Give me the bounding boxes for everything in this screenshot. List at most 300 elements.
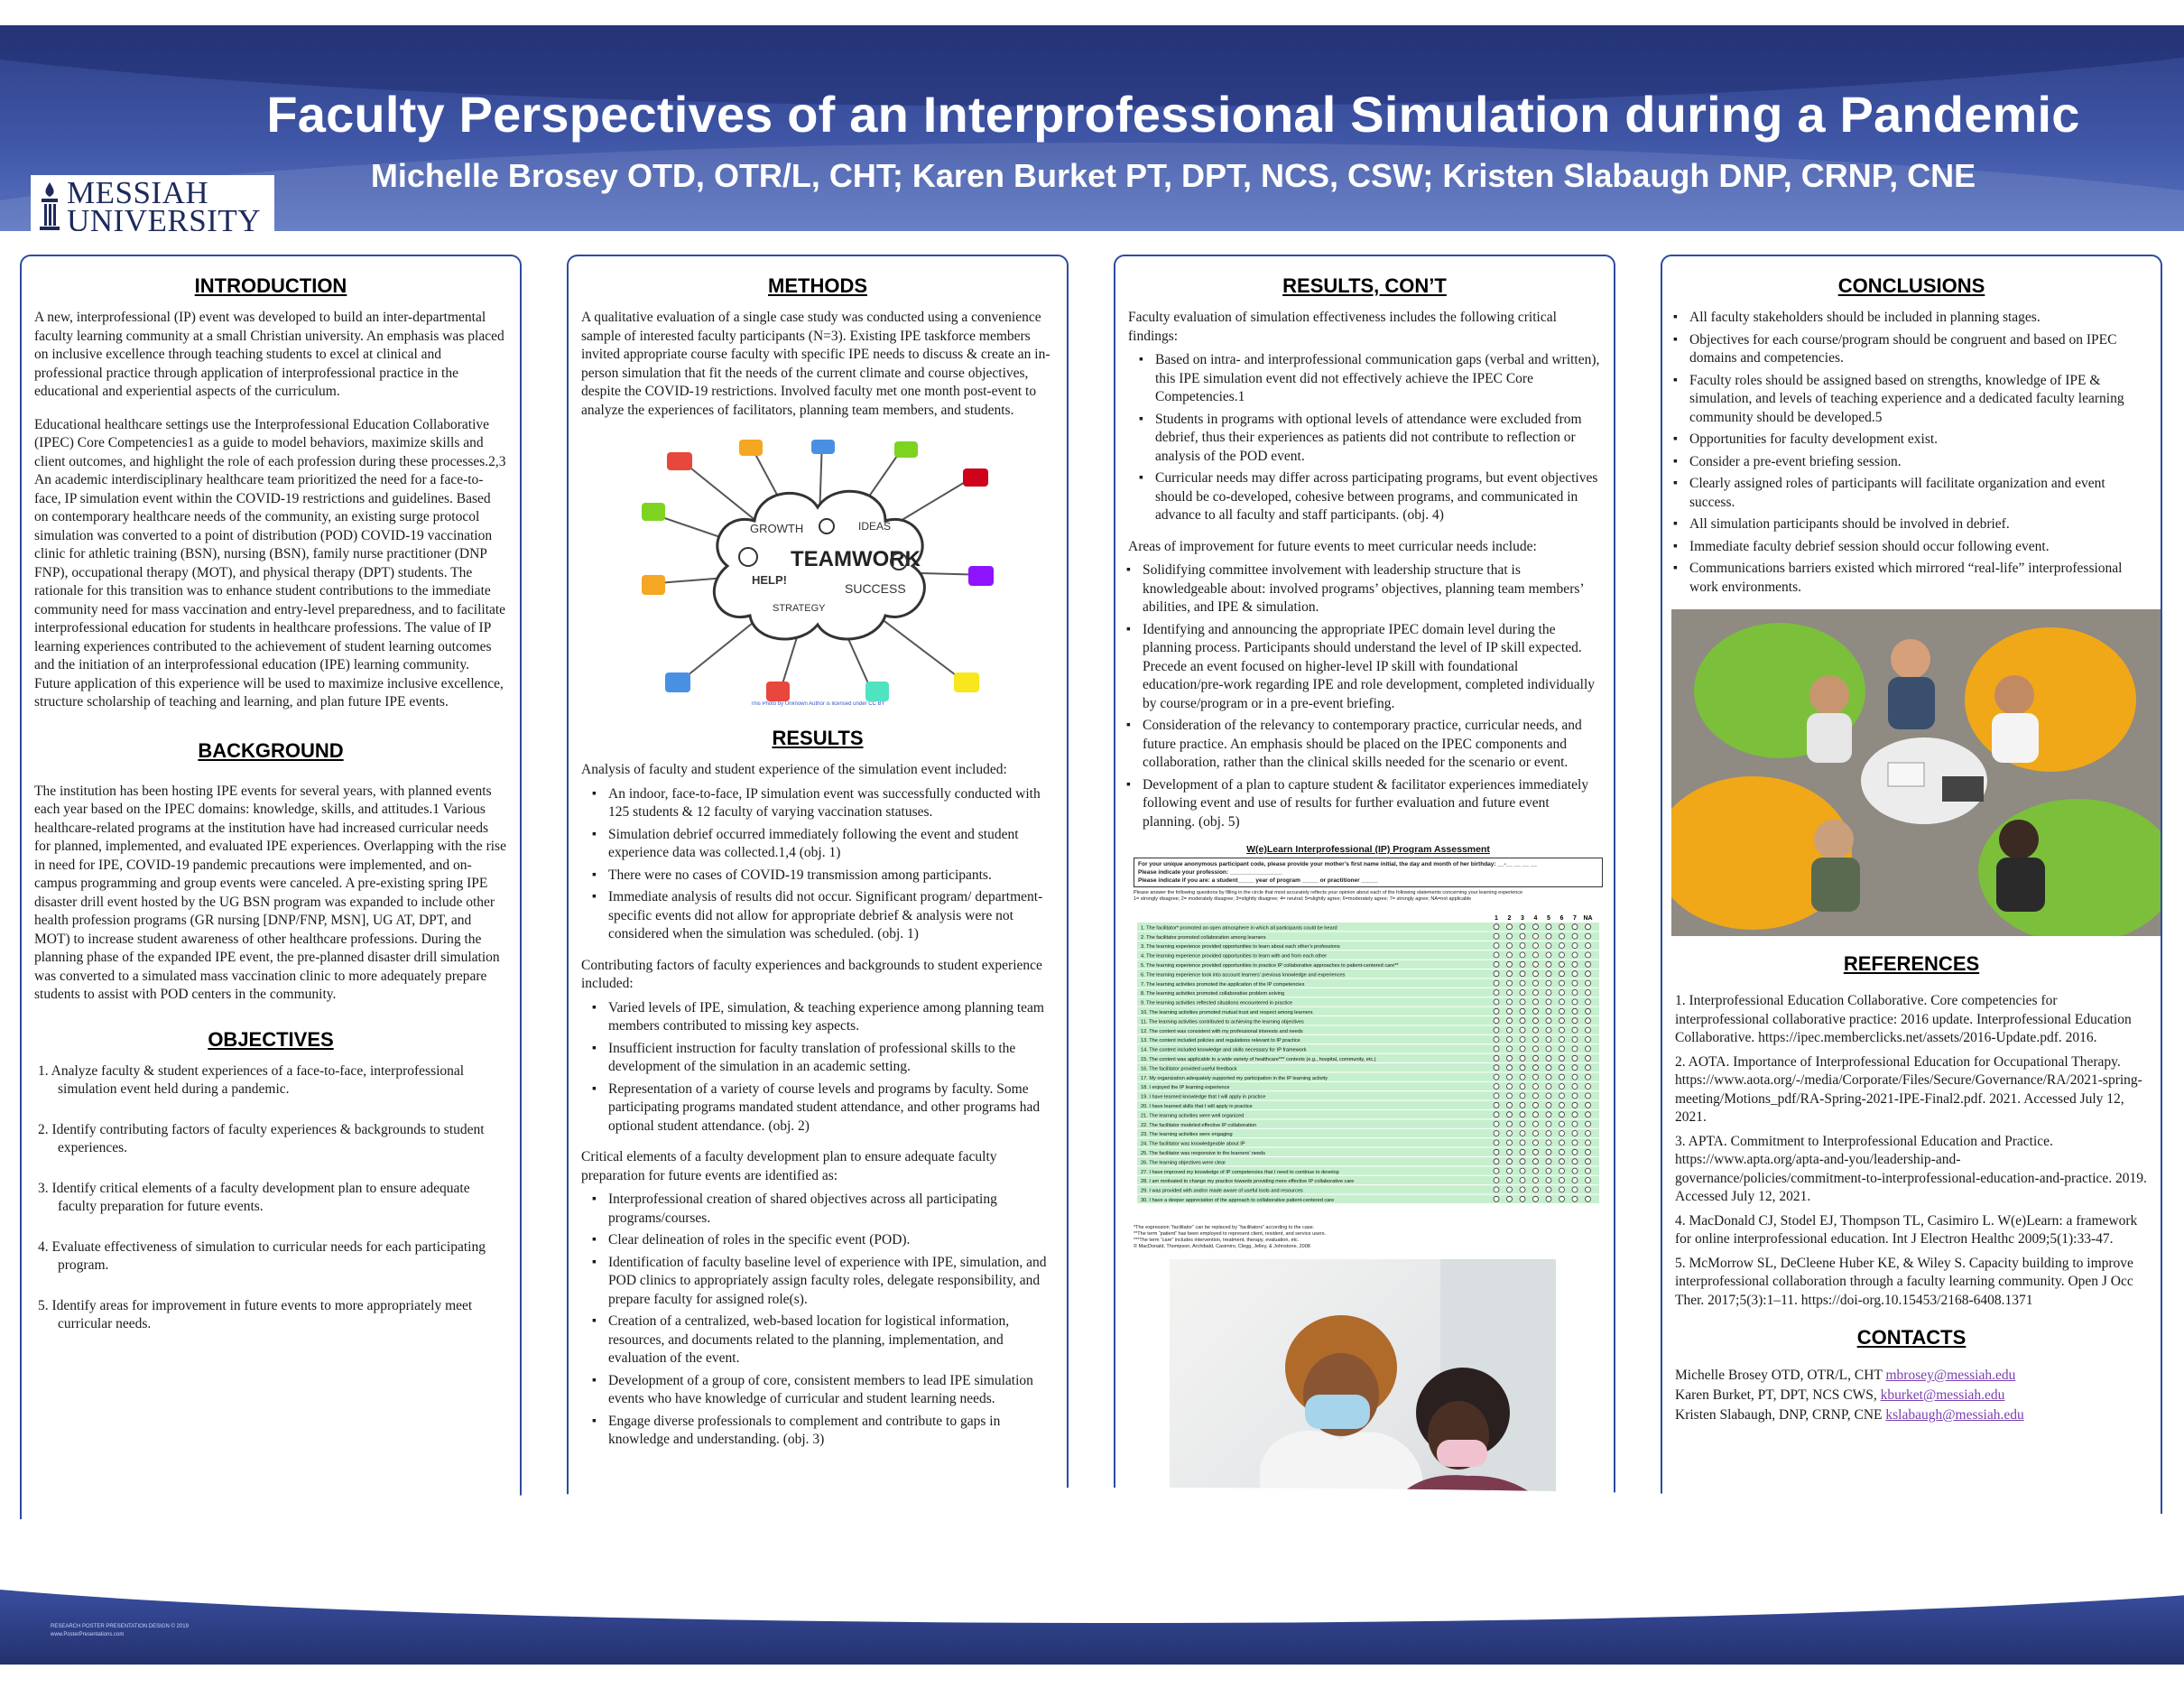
survey-item: 13. The content included policies and regulations relevant to IP practice: [1141, 1038, 1300, 1044]
survey-scale: 1= strongly disagree; 2= moderately disagree; 3=slightly disagree; 4= neutral; 5=slightly agree; 6=moderately agree; 7= strongly agree; NA=not applicable: [1134, 896, 1472, 902]
survey-radio[interactable]: [1533, 1196, 1539, 1201]
survey-radio[interactable]: [1507, 1121, 1513, 1127]
survey-radio[interactable]: [1520, 933, 1525, 939]
survey-radio[interactable]: [1559, 1149, 1565, 1155]
survey-radio[interactable]: [1520, 943, 1525, 949]
survey-radio[interactable]: [1533, 961, 1539, 967]
survey-footnote: *The expression “facilitator” can be replaced by “facilitators” according to the case.: [1134, 1225, 1315, 1230]
survey-radio[interactable]: [1507, 1008, 1513, 1014]
survey-radio[interactable]: [1507, 1027, 1513, 1033]
survey-radio[interactable]: [1533, 1055, 1539, 1061]
survey-radio[interactable]: [1494, 1159, 1499, 1164]
survey-radio[interactable]: [1520, 924, 1525, 930]
conclusion-item: ▪ Clearly assigned roles of participants will facilitate organization and event success.: [1680, 475, 2148, 512]
survey-radio[interactable]: [1520, 1046, 1525, 1052]
survey-radio[interactable]: [1507, 971, 1513, 977]
survey-radio[interactable]: [1507, 952, 1513, 958]
survey-radio[interactable]: [1494, 1065, 1499, 1071]
survey-radio[interactable]: [1586, 1178, 1591, 1183]
survey-radio[interactable]: [1546, 1121, 1551, 1127]
survey-radio[interactable]: [1559, 924, 1565, 930]
survey-radio[interactable]: [1559, 1121, 1565, 1127]
results-item: ▪ Development of a group of core, consistent members to lead IPE simulation events who have knowledge of curricular and student learning needs.: [599, 1372, 1054, 1409]
survey-radio[interactable]: [1546, 1159, 1551, 1164]
survey-radio[interactable]: [1507, 1074, 1513, 1080]
survey-radio[interactable]: [1586, 1149, 1591, 1155]
survey-radio[interactable]: [1572, 1178, 1578, 1183]
survey-radio[interactable]: [1559, 1112, 1565, 1118]
survey-radio[interactable]: [1520, 1187, 1525, 1192]
survey-instructions: Please answer the following questions by filling in the circle that most accurately reflects your opinion about each of the following statements concerning your learning experience: [1134, 890, 1523, 895]
survey-radio[interactable]: [1572, 999, 1578, 1005]
survey-radio[interactable]: [1572, 1159, 1578, 1164]
survey-radio[interactable]: [1494, 961, 1499, 967]
survey-radio[interactable]: [1520, 961, 1525, 967]
survey-radio[interactable]: [1586, 999, 1591, 1005]
survey-radio[interactable]: [1546, 1084, 1551, 1090]
survey-radio[interactable]: [1507, 1168, 1513, 1173]
survey-radio[interactable]: [1586, 1168, 1591, 1173]
survey-radio[interactable]: [1572, 1074, 1578, 1080]
survey-radio[interactable]: [1586, 1159, 1591, 1164]
results-cont-item: ▪ Students in programs with optional levels of attendance were excluded from debrief, thus their experiences as patients did not contribute to reflection or analysis of the POD event.: [1146, 411, 1601, 467]
survey-radio[interactable]: [1586, 924, 1591, 930]
survey-radio[interactable]: [1586, 1093, 1591, 1099]
survey-radio[interactable]: [1507, 999, 1513, 1005]
conclusion-item: ▪ Objectives for each course/program should be congruent and based on IPEC domains and competencies.: [1680, 331, 2148, 368]
survey-radio[interactable]: [1520, 1102, 1525, 1108]
logo-line1: MESSIAH: [67, 175, 209, 210]
survey-radio[interactable]: [1559, 1018, 1565, 1024]
survey-radio[interactable]: [1520, 1093, 1525, 1099]
poster-header: [0, 25, 2184, 231]
survey-radio[interactable]: [1494, 971, 1499, 977]
survey-radio[interactable]: [1586, 1131, 1591, 1136]
team-meeting-illustration: [1671, 609, 2162, 936]
survey-radio[interactable]: [1520, 1008, 1525, 1014]
survey-radio[interactable]: [1586, 1140, 1591, 1145]
survey-radio[interactable]: [1572, 1112, 1578, 1118]
survey-radio[interactable]: [1520, 1112, 1525, 1118]
survey-radio[interactable]: [1507, 1196, 1513, 1201]
survey-radio[interactable]: [1520, 1196, 1525, 1201]
survey-item: 28. I am motivated to change my practice towards providing more effective IP collaborative care: [1141, 1179, 1355, 1185]
survey-radio[interactable]: [1586, 952, 1591, 958]
contact-name: Michelle Brosey OTD, OTR/L, CHT: [1675, 1368, 1883, 1383]
contact-email-link[interactable]: kburket@messiah.edu: [1880, 1387, 2005, 1403]
survey-radio[interactable]: [1586, 1018, 1591, 1024]
survey-radio[interactable]: [1546, 943, 1551, 949]
survey-radio[interactable]: [1572, 1046, 1578, 1052]
survey-radio[interactable]: [1559, 1131, 1565, 1136]
survey-radio[interactable]: [1533, 1037, 1539, 1043]
survey-radio[interactable]: [1572, 1187, 1578, 1192]
survey-radio[interactable]: [1533, 943, 1539, 949]
survey-radio[interactable]: [1507, 1102, 1513, 1108]
survey-radio[interactable]: [1507, 980, 1513, 986]
survey-radio[interactable]: [1494, 1055, 1499, 1061]
survey-radio[interactable]: [1507, 1112, 1513, 1118]
survey-radio[interactable]: [1559, 1187, 1565, 1192]
survey-radio[interactable]: [1559, 961, 1565, 967]
survey-radio[interactable]: [1520, 1131, 1525, 1136]
survey-radio[interactable]: [1559, 1168, 1565, 1173]
survey-radio[interactable]: [1546, 961, 1551, 967]
poster-authors: Michelle Brosey OTD, OTR/L, CHT; Karen Burket PT, DPT, NCS, CSW; Kristen Slabaugh DNP, CRNP, CNE: [370, 157, 1976, 194]
survey-radio[interactable]: [1546, 1027, 1551, 1033]
survey-radio[interactable]: [1533, 1102, 1539, 1108]
survey-radio[interactable]: [1507, 924, 1513, 930]
survey-radio[interactable]: [1520, 1055, 1525, 1061]
survey-radio[interactable]: [1546, 924, 1551, 930]
survey-radio[interactable]: [1507, 961, 1513, 967]
survey-radio[interactable]: [1546, 1102, 1551, 1108]
survey-radio[interactable]: [1507, 1178, 1513, 1183]
survey-radio[interactable]: [1533, 1131, 1539, 1136]
survey-radio[interactable]: [1559, 1037, 1565, 1043]
survey-radio[interactable]: [1494, 1102, 1499, 1108]
survey-radio[interactable]: [1533, 1046, 1539, 1052]
survey-radio[interactable]: [1507, 1018, 1513, 1024]
survey-radio[interactable]: [1520, 999, 1525, 1005]
survey-radio[interactable]: [1572, 971, 1578, 977]
survey-radio[interactable]: [1533, 1065, 1539, 1071]
survey-radio[interactable]: [1533, 924, 1539, 930]
survey-radio[interactable]: [1546, 1093, 1551, 1099]
survey-radio[interactable]: [1507, 1159, 1513, 1164]
survey-radio[interactable]: [1546, 1187, 1551, 1192]
results-item: ▪ Simulation debrief occurred immediately following the event and student experience data was collected.1,4 (obj. 1): [599, 826, 1054, 863]
survey-radio[interactable]: [1586, 1065, 1591, 1071]
survey-radio[interactable]: [1559, 943, 1565, 949]
survey-radio[interactable]: [1559, 1055, 1565, 1061]
survey-radio[interactable]: [1572, 961, 1578, 967]
survey-radio[interactable]: [1546, 1168, 1551, 1173]
vaccination-photo: [1170, 1259, 1556, 1521]
survey-radio[interactable]: [1572, 1084, 1578, 1090]
survey-radio[interactable]: [1533, 1084, 1539, 1090]
survey-radio[interactable]: [1572, 952, 1578, 958]
objectives-heading: OBJECTIVES: [208, 1027, 334, 1051]
survey-radio[interactable]: [1559, 1196, 1565, 1201]
introduction-paragraph: Educational healthcare settings use the Interprofessional Education Collaborative (IPEC) Core Competencies1 as a guide to model behaviors, maximize skills and client outcomes, and highlight the role of each profession during these processes.2,3 An academic interdisciplinary healthcare team prioritized the need for a face-to-face, IP simulation event within the COVID-19 restrictions and guidelines. Based on contemporary healthcare needs of the community, an existing surge protocol simulation was converted to a point of distribution (POD) COVID-19 vaccination clinic for athletic training (BSN), nursing (BSN), family nurse practitioner (DNP FNP), occupational therapy (MOT), and physical therapy (DPT) students. The rationale for this transition was to enhance student contributions to the immediate community need for mass vaccination and entry-level preparedness, and to facilitate interprofessional education for students in healthcare professions. The value of IP learning experiences contributed to the achievement of student learning outcomes and the initiation of an interprofessional education (IPE) learning community. Future application of this experience will be used to maximize inclusive excellence, structure scholarship of teaching and learning, and plan future IPE events.: [34, 416, 506, 710]
contact-email-link[interactable]: mbrosey@messiah.edu: [1885, 1368, 2016, 1383]
survey-radio[interactable]: [1494, 1093, 1499, 1099]
results-list: [581, 999, 1054, 1136]
survey-radio[interactable]: [1572, 943, 1578, 949]
results-item: ▪ An indoor, face-to-face, IP simulation event was successfully conducted with 125 students & 12 faculty of varying vaccination statuses.: [599, 785, 1054, 822]
survey-radio[interactable]: [1494, 999, 1499, 1005]
survey-radio[interactable]: [1559, 1084, 1565, 1090]
survey-radio[interactable]: [1494, 924, 1499, 930]
survey-radio[interactable]: [1520, 971, 1525, 977]
survey-radio[interactable]: [1533, 1121, 1539, 1127]
survey-radio[interactable]: [1546, 1140, 1551, 1145]
contacts-heading: CONTACTS: [1856, 1326, 1967, 1349]
survey-radio[interactable]: [1520, 1018, 1525, 1024]
survey-radio[interactable]: [1520, 952, 1525, 958]
survey-radio[interactable]: [1533, 1008, 1539, 1014]
survey-radio[interactable]: [1572, 1027, 1578, 1033]
survey-item: 21. The learning activities were well organized: [1141, 1113, 1245, 1119]
survey-radio[interactable]: [1546, 1149, 1551, 1155]
survey-item: 19. I have learned knowledge that I will apply in practice: [1141, 1094, 1266, 1100]
survey-radio[interactable]: [1507, 1093, 1513, 1099]
survey-radio[interactable]: [1507, 1131, 1513, 1136]
survey-radio[interactable]: [1533, 1074, 1539, 1080]
survey-radio[interactable]: [1533, 1149, 1539, 1155]
survey-radio[interactable]: [1586, 933, 1591, 939]
survey-radio[interactable]: [1572, 1149, 1578, 1155]
survey-radio[interactable]: [1520, 1168, 1525, 1173]
objective-item: 3. Identify critical elements of a faculty development plan to ensure adequate faculty preparation for future events.: [38, 1180, 470, 1214]
survey-radio[interactable]: [1507, 1084, 1513, 1090]
survey-radio[interactable]: [1586, 1027, 1591, 1033]
survey-radio[interactable]: [1533, 1112, 1539, 1118]
survey-radio[interactable]: [1572, 1055, 1578, 1061]
survey-item: 14. The content included knowledge and skills necessary for IP framework: [1141, 1047, 1307, 1053]
survey-radio[interactable]: [1520, 1121, 1525, 1127]
survey-radio[interactable]: [1559, 1093, 1565, 1099]
survey-item: 30. I have a deeper appreciation of the approach to collaborative patient-centered care: [1141, 1198, 1335, 1203]
survey-radio[interactable]: [1546, 1112, 1551, 1118]
survey-radio[interactable]: [1559, 980, 1565, 986]
survey-radio[interactable]: [1494, 990, 1499, 996]
survey-item: 11. The learning activities contributed to achieving the learning objectives: [1141, 1019, 1304, 1025]
survey-radio[interactable]: [1572, 1037, 1578, 1043]
survey-radio[interactable]: [1494, 943, 1499, 949]
survey-radio[interactable]: [1546, 1196, 1551, 1201]
survey-radio[interactable]: [1572, 1102, 1578, 1108]
conclusion-item: ▪ Consider a pre-event briefing session.: [1680, 453, 2148, 472]
survey-item: 15. The content was applicable to a wide variety of healthcare*** contexts (e.g., hospital, community, etc.): [1141, 1057, 1376, 1062]
survey-radio[interactable]: [1507, 1055, 1513, 1061]
survey-radio[interactable]: [1559, 1178, 1565, 1183]
survey-radio[interactable]: [1572, 1065, 1578, 1071]
survey-radio[interactable]: [1559, 952, 1565, 958]
survey-radio[interactable]: [1546, 952, 1551, 958]
survey-radio[interactable]: [1586, 1121, 1591, 1127]
conclusion-item: ▪ All faculty stakeholders should be included in planning stages.: [1680, 309, 2148, 328]
survey-radio[interactable]: [1546, 1055, 1551, 1061]
survey-radio[interactable]: [1494, 1187, 1499, 1192]
survey-radio[interactable]: [1559, 1027, 1565, 1033]
survey-radio[interactable]: [1559, 1074, 1565, 1080]
survey-radio[interactable]: [1559, 1065, 1565, 1071]
footer-credit: [51, 1623, 189, 1639]
survey-radio[interactable]: [1586, 1102, 1591, 1108]
survey-radio[interactable]: [1586, 1074, 1591, 1080]
survey-radio[interactable]: [1572, 990, 1578, 996]
survey-radio[interactable]: [1546, 1018, 1551, 1024]
survey-radio[interactable]: [1586, 1046, 1591, 1052]
survey-radio[interactable]: [1494, 980, 1499, 986]
introduction-heading: INTRODUCTION: [194, 274, 347, 297]
survey-radio[interactable]: [1533, 1178, 1539, 1183]
survey-radio[interactable]: [1533, 1140, 1539, 1145]
survey-radio[interactable]: [1520, 1084, 1525, 1090]
results-item: ▪ Clear delineation of roles in the specific event (POD).: [599, 1231, 1054, 1250]
survey-radio[interactable]: [1559, 1140, 1565, 1145]
results-heading: RESULTS: [772, 727, 864, 749]
survey-radio[interactable]: [1572, 1131, 1578, 1136]
survey-radio[interactable]: [1586, 980, 1591, 986]
survey-radio[interactable]: [1494, 1046, 1499, 1052]
survey-radio[interactable]: [1494, 1008, 1499, 1014]
survey-radio[interactable]: [1494, 1027, 1499, 1033]
survey-radio[interactable]: [1507, 943, 1513, 949]
survey-radio[interactable]: [1533, 933, 1539, 939]
survey-radio[interactable]: [1494, 1149, 1499, 1155]
survey-radio[interactable]: [1546, 1008, 1551, 1014]
team-meeting-photo: [1671, 609, 2162, 936]
survey-radio[interactable]: [1507, 933, 1513, 939]
column-introduction: [20, 255, 522, 1572]
survey-radio[interactable]: [1520, 1074, 1525, 1080]
survey-radio[interactable]: [1520, 1149, 1525, 1155]
footer-decoration: [0, 1488, 2184, 1623]
contact-email-link[interactable]: kslabaugh@messiah.edu: [1885, 1407, 2024, 1423]
survey-radio[interactable]: [1559, 1102, 1565, 1108]
survey-radio[interactable]: [1546, 999, 1551, 1005]
survey-radio[interactable]: [1520, 1159, 1525, 1164]
survey-radio[interactable]: [1559, 933, 1565, 939]
survey-item: 27. I have improved my knowledge of IP competencies that I need to continue to develop: [1141, 1169, 1339, 1175]
survey-radio[interactable]: [1494, 952, 1499, 958]
survey-radio[interactable]: [1494, 1131, 1499, 1136]
survey-radio[interactable]: [1572, 924, 1578, 930]
survey-radio[interactable]: [1494, 1140, 1499, 1145]
results-list: [581, 785, 1054, 944]
survey-form-line: Please indicate your profession: ________________: [1138, 869, 1282, 876]
survey-radio[interactable]: [1559, 1008, 1565, 1014]
survey-radio[interactable]: [1494, 1018, 1499, 1024]
university-logo: [31, 175, 274, 231]
survey-radio[interactable]: [1586, 1008, 1591, 1014]
survey-radio[interactable]: [1559, 971, 1565, 977]
survey-radio[interactable]: [1586, 1196, 1591, 1201]
survey-radio[interactable]: [1533, 1093, 1539, 1099]
survey-radio[interactable]: [1546, 971, 1551, 977]
survey-radio[interactable]: [1533, 980, 1539, 986]
survey-radio[interactable]: [1572, 1168, 1578, 1173]
results-item: ▪ There were no cases of COVID-19 transmission among participants.: [599, 867, 1054, 886]
teamwork-image: [642, 440, 994, 701]
survey-radio[interactable]: [1533, 971, 1539, 977]
survey-radio[interactable]: [1520, 1178, 1525, 1183]
survey-radio[interactable]: [1586, 1084, 1591, 1090]
survey-radio[interactable]: [1494, 1112, 1499, 1118]
survey-radio[interactable]: [1533, 999, 1539, 1005]
results-item: ▪ Immediate analysis of results did not occur. Significant program/ department-specific events did not allow for appropriate debrief & analysis were not considered when the simulation was scheduled. (obj. 1): [599, 888, 1054, 944]
survey-radio[interactable]: [1494, 1084, 1499, 1090]
survey-radio[interactable]: [1494, 1121, 1499, 1127]
objective-item: 4. Evaluate effectiveness of simulation to curricular needs for each participating program.: [38, 1238, 486, 1273]
survey-radio[interactable]: [1507, 1037, 1513, 1043]
survey-radio[interactable]: [1546, 1065, 1551, 1071]
survey-radio[interactable]: [1507, 1140, 1513, 1145]
survey-radio[interactable]: [1572, 1196, 1578, 1201]
survey-form-line: Please indicate if you are: a student_____ year of program _____ or practitioner _____: [1138, 877, 1378, 884]
survey-radio[interactable]: [1572, 1093, 1578, 1099]
survey-radio[interactable]: [1586, 971, 1591, 977]
survey-radio[interactable]: [1494, 933, 1499, 939]
survey-radio[interactable]: [1494, 1178, 1499, 1183]
reference-item: 4. MacDonald CJ, Stodel EJ, Thompson TL, Casimiro L. W(e)Learn: a framework for online interprofessional education. Int J Electron Healthc 2009;5(1):33-47.: [1675, 1212, 2138, 1247]
survey-radio[interactable]: [1546, 990, 1551, 996]
survey-radio[interactable]: [1507, 1187, 1513, 1192]
background-paragraph: The institution has been hosting IPE events for several years, with planned events each year based on the IPEC domains: knowledge, skills, and attitudes.1 Various healthcare-related programs at the institution have had increased curricular needs for planned, implemented, and evaluated IPE experiences. Overlapping with the rise in need for IPE, COVID-19 pandemic precautions were implemented, and on-campus programming and group events were canceled. A pre-existing spring IPE disaster drill event hosted by the UG BSN program was expanded to include other health profession programs (GR nursing [DNP/FNP, MSN], UG AT, DPT, and MOT) to increase student awareness of other healthcare professions. During the planning phase of the expanded IPE event, the pre-planned disaster drill simulation was converted to a simulated mass vaccination clinic to more adequately prepare students to assist with POD centers in the community.: [34, 783, 506, 1002]
survey-radio[interactable]: [1507, 1149, 1513, 1155]
survey-radio[interactable]: [1520, 980, 1525, 986]
survey-radio[interactable]: [1559, 990, 1565, 996]
survey-radio[interactable]: [1586, 961, 1591, 967]
survey-radio[interactable]: [1520, 1140, 1525, 1145]
survey-radio[interactable]: [1572, 980, 1578, 986]
survey-radio[interactable]: [1572, 1121, 1578, 1127]
survey-radio[interactable]: [1559, 1159, 1565, 1164]
survey-radio[interactable]: [1572, 1140, 1578, 1145]
survey-radio[interactable]: [1586, 1187, 1591, 1192]
survey-radio[interactable]: [1546, 1178, 1551, 1183]
vaccination-illustration: [1170, 1259, 1556, 1521]
survey-radio[interactable]: [1507, 990, 1513, 996]
survey-radio[interactable]: [1586, 990, 1591, 996]
results-item: ▪ Varied levels of IPE, simulation, & teaching experience among planning team members contributed to missing key aspects.: [599, 999, 1054, 1036]
survey-radio[interactable]: [1494, 1168, 1499, 1173]
survey-radio[interactable]: [1507, 1065, 1513, 1071]
objective-item: 2. Identify contributing factors of faculty experiences & backgrounds to student experiences.: [38, 1121, 485, 1155]
conclusions-list: [1675, 309, 2148, 597]
survey-item: 2. The facilitator promoted collaboration among learners: [1141, 934, 1266, 941]
survey-radio[interactable]: [1546, 980, 1551, 986]
survey-radio[interactable]: [1494, 1037, 1499, 1043]
survey-radio[interactable]: [1546, 933, 1551, 939]
survey-radio[interactable]: [1533, 1187, 1539, 1192]
survey-radio[interactable]: [1533, 952, 1539, 958]
survey-radio[interactable]: [1572, 1018, 1578, 1024]
survey-radio[interactable]: [1533, 1018, 1539, 1024]
survey-radio[interactable]: [1559, 1046, 1565, 1052]
survey-radio[interactable]: [1546, 1037, 1551, 1043]
survey-radio[interactable]: [1520, 1065, 1525, 1071]
survey-radio[interactable]: [1546, 1131, 1551, 1136]
survey-radio[interactable]: [1520, 1037, 1525, 1043]
survey-radio[interactable]: [1533, 1027, 1539, 1033]
survey-radio[interactable]: [1572, 933, 1578, 939]
survey-radio[interactable]: [1494, 1196, 1499, 1201]
survey-radio[interactable]: [1533, 1168, 1539, 1173]
survey-radio[interactable]: [1586, 943, 1591, 949]
survey-radio[interactable]: [1507, 1046, 1513, 1052]
survey-radio[interactable]: [1572, 1008, 1578, 1014]
survey-radio[interactable]: [1586, 1055, 1591, 1061]
survey-radio[interactable]: [1533, 1159, 1539, 1164]
survey-radio[interactable]: [1586, 1037, 1591, 1043]
survey-radio[interactable]: [1586, 1112, 1591, 1118]
results-item: ▪ Representation of a variety of course levels and programs by faculty. Some participating programs mandated student attendance, and other programs had optional student attendance. (obj. 2): [599, 1081, 1054, 1136]
survey-radio[interactable]: [1520, 1027, 1525, 1033]
results-intro: Contributing factors of faculty experiences and backgrounds to student experience included:: [581, 957, 1042, 991]
survey-radio[interactable]: [1546, 1074, 1551, 1080]
survey-radio[interactable]: [1533, 990, 1539, 996]
survey-radio[interactable]: [1520, 990, 1525, 996]
survey-radio[interactable]: [1559, 999, 1565, 1005]
references-heading: REFERENCES: [1843, 952, 1980, 975]
survey-radio[interactable]: [1546, 1046, 1551, 1052]
survey-item: 4. The learning experience provided opportunities to learn with and from each other: [1141, 953, 1328, 960]
survey-radio[interactable]: [1494, 1074, 1499, 1080]
